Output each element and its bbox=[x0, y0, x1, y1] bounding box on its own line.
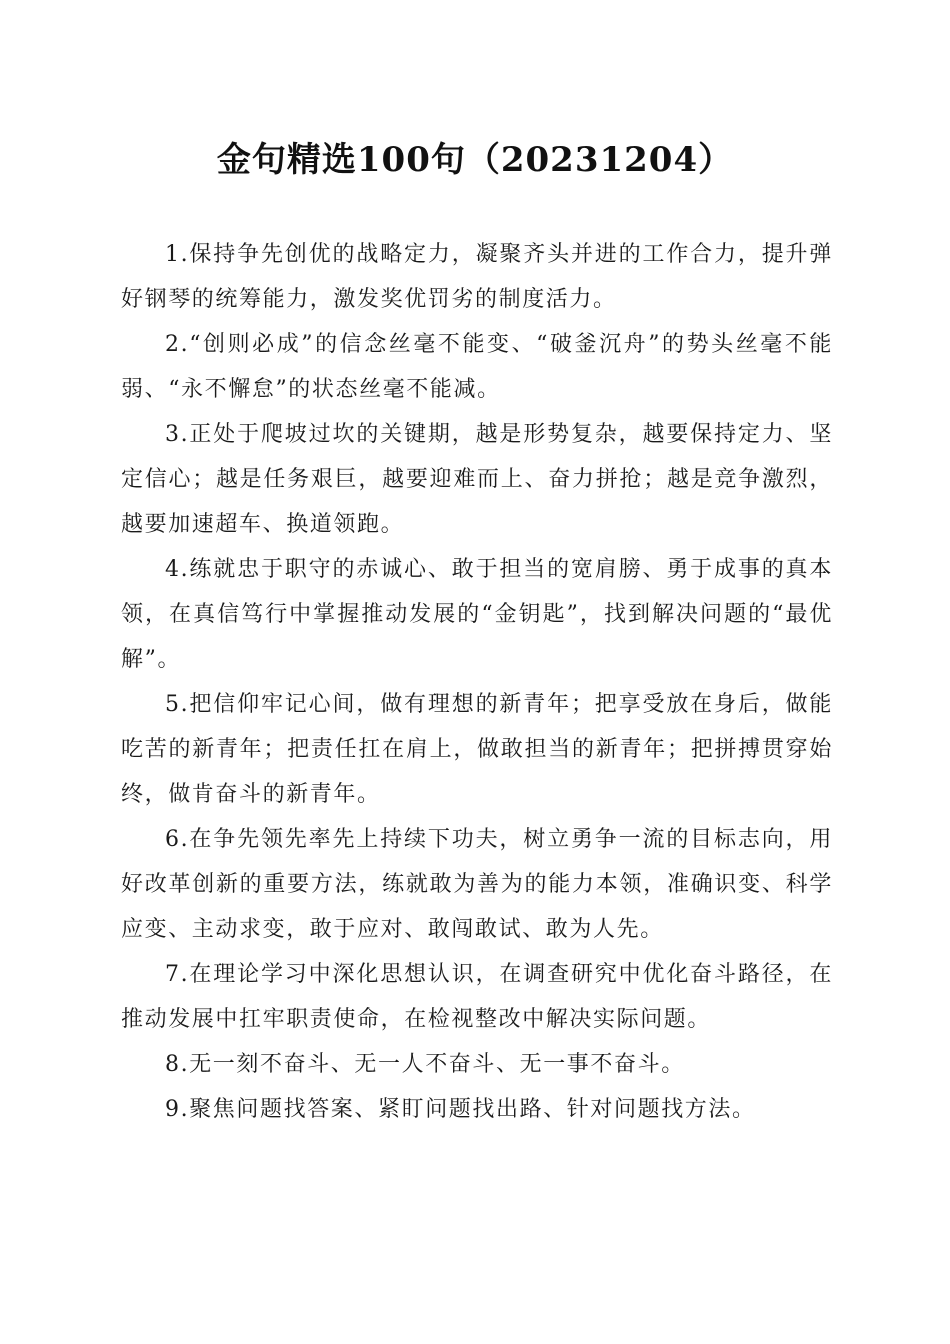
paragraph-7: 7.在理论学习中深化思想认识，在调查研究中优化奋斗路径，在推动发展中扛牢职责使命，在检视整改中解决实际问题。 bbox=[121, 962, 833, 1032]
paragraph-5: 5.把信仰牢记心间，做有理想的新青年；把享受放在身后，做能吃苦的新青年；把责任扛在肩上，做敢担当的新青年；把拼搏贯穿始终，做肯奋斗的新青年。 bbox=[121, 692, 833, 807]
document-title: 金句精选100句（20231204） bbox=[216, 140, 734, 180]
paragraph-8: 8.无一刻不奋斗、无一人不奋斗、无一事不奋斗。 bbox=[165, 1052, 685, 1077]
paragraph-3: 3.正处于爬坡过坎的关键期，越是形势复杂，越要保持定力、坚定信心；越是任务艰巨，越要迎难而上、奋力拼抢；越是竞争激烈，越要加速超车、换道领跑。 bbox=[121, 422, 833, 537]
paragraph-6: 6.在争先领先率先上持续下功夫，树立勇争一流的目标志向，用好改革创新的重要方法，练就敢为善为的能力本领，准确识变、科学应变、主动求变，敢于应对、敢闯敢试、敢为人先。 bbox=[121, 827, 833, 942]
paragraph-1: 1.保持争先创优的战略定力，凝聚齐头并进的工作合力，提升弹好钢琴的统筹能力，激发奖优罚劣的制度活力。 bbox=[121, 242, 833, 312]
paragraph-4: 4.练就忠于职守的赤诚心、敢于担当的宽肩膀、勇于成事的真本领，在真信笃行中掌握推动发展的“金钥匙”，找到解决问题的“最优解”。 bbox=[121, 557, 833, 672]
document-body bbox=[121, 232, 833, 1132]
paragraph-9: 9.聚焦问题找答案、紧盯问题找出路、针对问题找方法。 bbox=[165, 1097, 756, 1122]
paragraph-2: 2.“创则必成”的信念丝毫不能变、“破釜沉舟”的势头丝毫不能弱、“永不懈怠”的状态丝毫不能减。 bbox=[121, 332, 833, 402]
